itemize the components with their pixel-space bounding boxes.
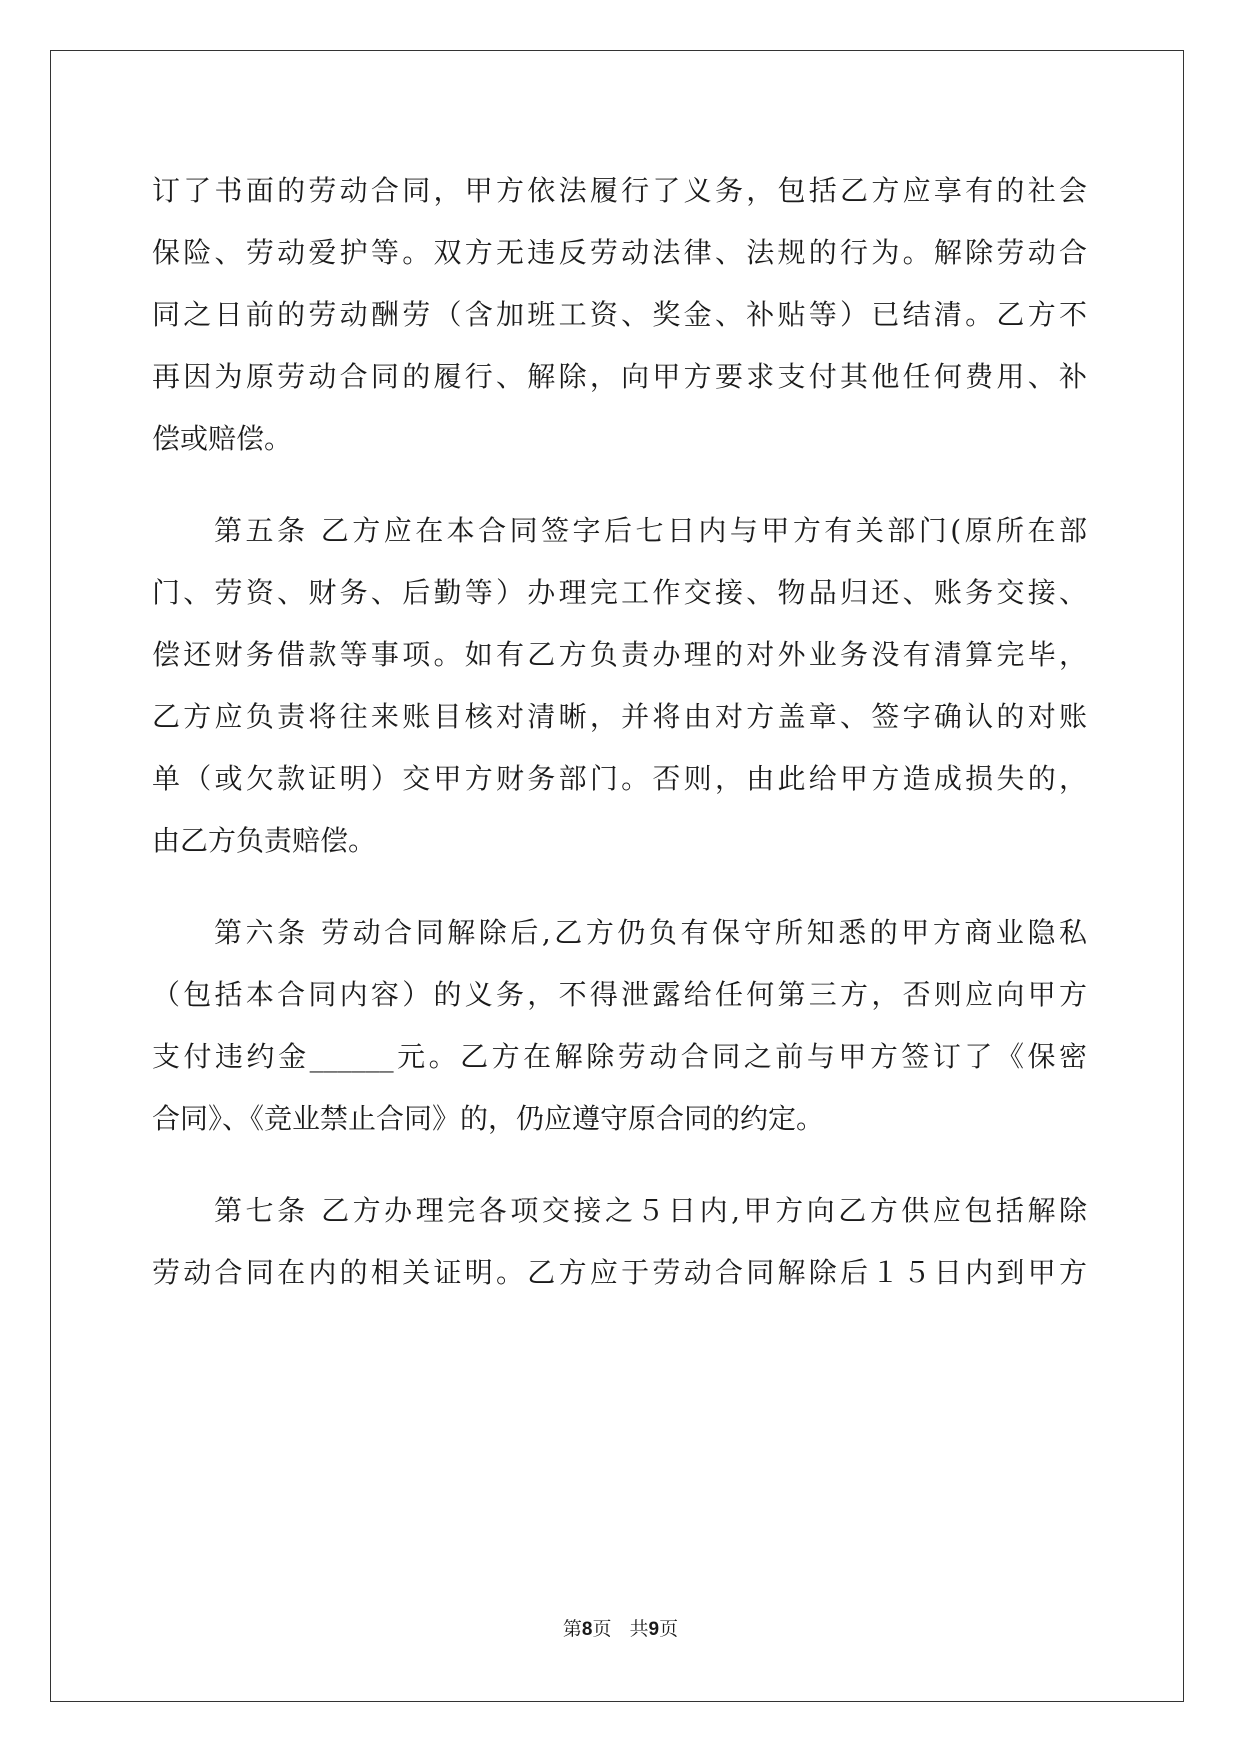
text-line: 保险、劳动爱护等。双方无违反劳动法律、法规的行为。解除劳动合 [152, 236, 1087, 269]
text-line: 订了书面的劳动合同，甲方依法履行了义务，包括乙方应享有的社会 [152, 174, 1087, 207]
page-number: 8 [581, 1619, 593, 1640]
total-prefix: 共 [629, 1618, 649, 1640]
text-line: 偿或赔偿。 [152, 422, 293, 455]
total-suffix: 页 [659, 1618, 679, 1640]
text-line: 合同》、《竞业禁止合同》的，仍应遵守原合同的约定。 [152, 1102, 825, 1135]
page-prefix: 第 [562, 1618, 582, 1640]
text-line: 偿还财务借款等事项。如有乙方负责办理的对外业务没有清算完毕， [152, 638, 1087, 671]
text-line: 门、劳资、财务、后勤等）办理完工作交接、物品归还、账务交接、 [152, 576, 1087, 609]
article-5-first-line: 第五条 乙方应在本合同签字后七日内与甲方有关部门(原所在部 [214, 514, 1087, 547]
article-6-first-line: 第六条 劳动合同解除后,乙方仍负有保守所知悉的甲方商业隐私 [214, 916, 1087, 949]
text-line: 同之日前的劳动酬劳（含加班工资、奖金、补贴等）已结清。乙方不 [152, 298, 1087, 331]
text-line: 乙方应负责将往来账目核对清晰，并将由对方盖章、签字确认的对账 [152, 700, 1087, 733]
article-7-first-line: 第七条 乙方办理完各项交接之５日内,甲方向乙方供应包括解除 [214, 1194, 1087, 1227]
text-line: 支付违约金______元。乙方在解除劳动合同之前与甲方签订了《保密 [152, 1040, 1087, 1073]
page-total: 9 [648, 1619, 660, 1640]
text-line: 由乙方负责赔偿。 [152, 824, 377, 857]
text-line: 再因为原劳动合同的履行、解除，向甲方要求支付其他任何费用、补 [152, 360, 1087, 393]
page-footer [0, 1614, 1241, 1641]
text-line: 单（或欠款证明）交甲方财务部门。否则，由此给甲方造成损失的， [152, 762, 1087, 795]
text-line: （包括本合同内容）的义务，不得泄露给任何第三方，否则应向甲方 [152, 978, 1087, 1011]
page-suffix: 页 [592, 1618, 612, 1640]
document-body [152, 160, 1087, 1304]
text-line: 劳动合同在内的相关证明。乙方应于劳动合同解除后１５日内到甲方 [152, 1256, 1087, 1289]
